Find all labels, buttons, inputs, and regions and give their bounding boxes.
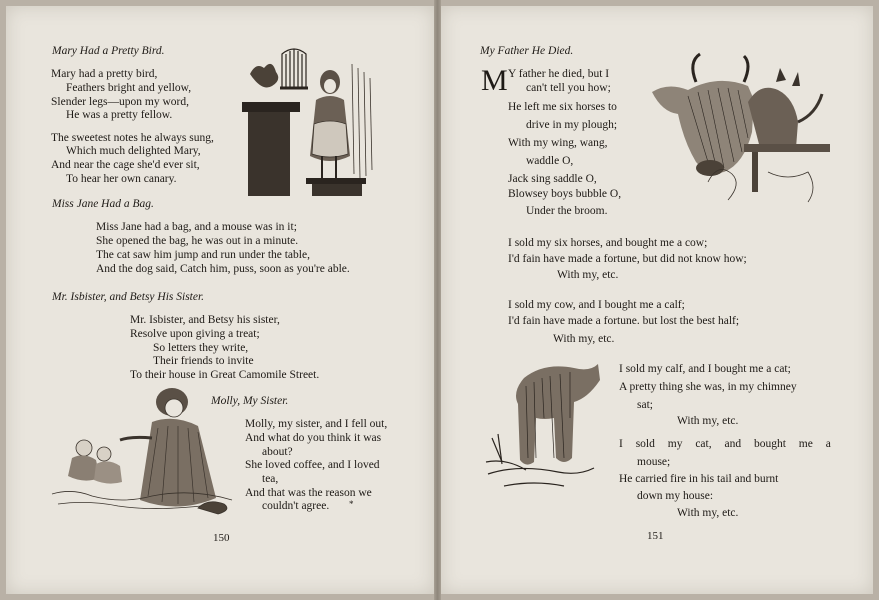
poem-line: couldn't agree. [262,500,330,512]
poem-line: about? [262,446,293,458]
calf-illustration [484,358,604,498]
book-gutter [434,0,441,600]
poem-line: can't tell you how; [526,82,611,94]
poem-line: With my wing, wang, [508,137,608,149]
poem-line: So letters they write, [153,342,249,354]
poem-line: Mr. Isbister, and Betsy his sister, [130,314,280,326]
poem-line: She loved coffee, and I loved [245,459,380,471]
ornament-mark: * [349,499,354,509]
poem-line: Jack sing saddle O, [508,173,597,185]
poem-line: Which much delighted Mary, [66,145,201,157]
poem-title-mary-had-a-pretty-bird: Mary Had a Pretty Bird. [52,45,165,57]
poem-line: He was a pretty fellow. [66,109,173,121]
poem-line: And near the cage she'd ever sit, [51,159,200,171]
poem-line: She opened the bag, he was out in a minute. [96,235,299,247]
poem-title-miss-jane-had-a-bag: Miss Jane Had a Bag. [52,198,154,210]
poem-line: Blowsey boys bubble O, [508,188,622,200]
poem-line: To their house in Great Camomile Street. [130,369,320,381]
poem-line: Their friends to invite [153,355,254,367]
poem-line: sat; [637,399,653,411]
poem-line: And the dog said, Catch him, puss, soon as you're able. [96,263,350,275]
poem-line: A pretty thing she was, in my chimney [619,381,797,393]
poem-line: The sweetest notes he always sung, [51,132,214,144]
poem-line: I sold my calf, and I bought me a cat; [619,363,791,375]
poem-line: I sold my six horses, and bought me a cow; [508,237,708,249]
poem-line: Under the broom. [526,205,608,217]
poem-line: Mary had a pretty bird, [51,68,158,80]
poem-line: The cat saw him jump and run under the table, [96,249,310,261]
poem-line: I'd fain have made a fortune. but lost the best half; [508,315,740,327]
poem-line: With my, etc. [553,333,615,345]
poem-title-molly-my-sister: Molly, My Sister. [211,395,289,407]
poem-line: Y father he died, but I [508,68,610,80]
poem-line: With my, etc. [677,415,739,427]
poem-line: With my, etc. [677,507,739,519]
poem-line: To hear her own canary. [66,173,177,185]
girl-with-birdcage-illustration [242,44,394,200]
poem-line: Molly, my sister, and I fell out, [245,418,388,430]
poem-title-my-father-he-died: My Father He Died. [480,45,574,57]
poem-line: drive in my plough; [526,119,618,131]
poem-line: waddle O, [526,155,574,167]
poem-line: I sold my cow, and I bought me a calf; [508,299,685,311]
poem-line: Slender legs—upon my word, [51,96,189,108]
drop-cap: M [481,64,508,97]
page-number-right: 151 [647,530,664,542]
poem-line: Feathers bright and yellow, [66,82,192,94]
poem-line: Miss Jane had a bag, and a mouse was in it; [96,221,297,233]
poem-line: With my, etc. [557,269,619,281]
poem-line: And that was the reason we [245,487,372,499]
poem-line: He left me six horses to [508,101,617,113]
poem-line: down my house: [637,490,714,502]
poem-title-mr-isbister: Mr. Isbister, and Betsy His Sister. [52,291,205,303]
cow-and-cat-illustration [648,52,830,212]
poem-line: Resolve upon giving a treat; [130,328,260,340]
poem-line: tea, [262,473,279,485]
poem-line: He carried fire in his tail and burnt [619,473,779,485]
poem-line: mouse; [637,456,671,468]
poem-line: I'd fain have made a fortune, but did not know how; [508,253,747,265]
poem-line: And what do you think it was [245,432,382,444]
page-number-left: 150 [213,532,230,544]
poem-line: I sold my cat, and bought me a [619,438,831,450]
